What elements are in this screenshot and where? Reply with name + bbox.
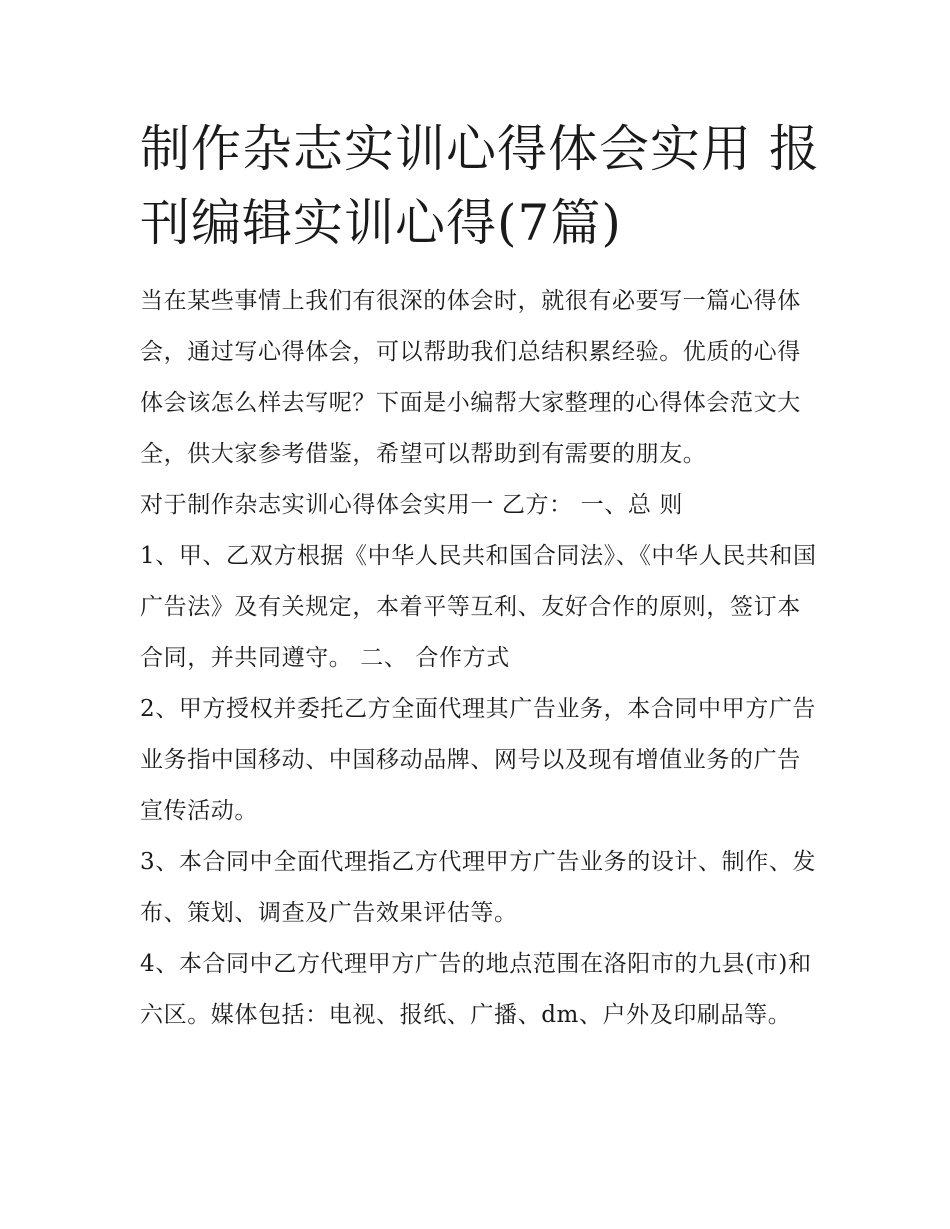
- document-title: 制作杂志实训心得体会实用 报刊编辑实训心得(7篇): [140, 120, 820, 252]
- clause-3-paragraph: 3、本合同中全面代理指乙方代理甲方广告业务的设计、制作、发布、策划、调查及广告效果评估等。: [140, 849, 817, 926]
- intro-paragraph: 当在某些事情上我们有很深的体会时，就很有必要写一篇心得体会，通过写心得体会，可以帮助我们总结积累经验。优质的心得体会该怎么样去写呢？下面是小编帮大家整理的心得体会范文大全，供大家参考借鉴，希望可以帮助到有需要的朋友。: [140, 288, 801, 467]
- document-body: [140, 276, 820, 1041]
- document-page: [140, 112, 820, 1041]
- section-heading-paragraph: 对于制作杂志实训心得体会实用一 乙方： 一、总 则: [140, 492, 683, 518]
- clause-2-paragraph: 2、甲方授权并委托乙方全面代理其广告业务，本合同中甲方广告业务指中国移动、中国移动品牌、网号以及现有增值业务的广告宣传活动。: [140, 696, 817, 824]
- clause-4-paragraph: 4、本合同中乙方代理甲方广告的地点范围在洛阳市的九县(市)和六区。媒体包括：电视、报纸、广播、dm、户外及印刷品等。: [140, 951, 812, 1028]
- clause-1-paragraph: 1、甲、乙双方根据《中华人民共和国合同法》、《中华人民共和国广告法》及有关规定，本着平等互利、友好合作的原则，签订本合同，并共同遵守。 二、 合作方式: [140, 543, 817, 671]
